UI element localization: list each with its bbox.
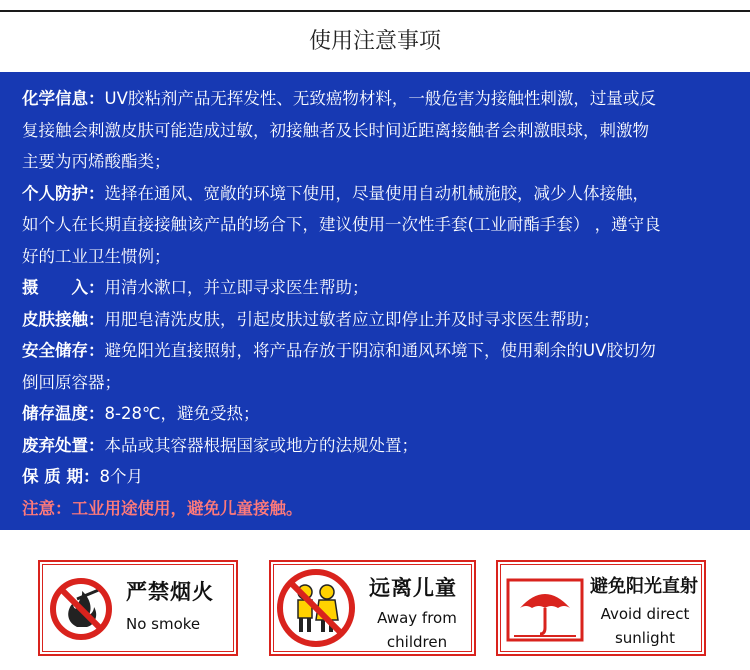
info-line: 倒回原容器； <box>22 372 121 392</box>
sign-title: 远离儿童 <box>369 576 457 600</box>
warning-signs <box>0 540 750 670</box>
no-children-icon <box>275 568 357 648</box>
away-children-sign <box>269 560 476 656</box>
top-divider <box>0 10 750 12</box>
info-line: 主要为丙烯酸酯类； <box>22 152 171 171</box>
info-line: 复接触会刺激皮肤可能造成过敏，初接触者及长时间近距离接触者会刺激眼球，刺激物 <box>22 120 649 140</box>
sign-subtitle: Avoid direct sunlight <box>600 605 690 647</box>
info-line: 皮肤接触：用肥皂清洗皮肤，引起皮肤过敏者应立即停止并及时寻求医生帮助； <box>22 309 600 329</box>
info-line: 保 质 期：8个月 <box>22 467 143 486</box>
info-line: 储存温度：8-28℃，避免受热； <box>22 404 260 423</box>
page-title: 使用注意事项 <box>308 29 441 54</box>
sign-title: 避免阳光直射 <box>590 576 698 597</box>
sign-subtitle: No smoke <box>126 615 201 633</box>
sign-title: 严禁烟火 <box>126 580 214 604</box>
info-line: 化学信息：UV胶粘剂产品无挥发性、无致癌物材料，一般危害为接触性刺激，过量或反 <box>22 89 656 108</box>
info-line: 摄 入：用清水漱口，并立即寻求医生帮助； <box>22 278 369 297</box>
no-fire-icon <box>47 569 115 647</box>
info-line: 个人防护：选择在通风、宽敞的环境下使用，尽量使用自动机械施胶，减少人体接触， <box>22 183 649 203</box>
umbrella-icon <box>506 578 584 642</box>
warning-note: 注意：工业用途使用，避免儿童接触。 <box>22 498 303 518</box>
no-smoke-sign <box>38 560 238 656</box>
info-line: 如个人在长期直接接触该产品的场合下，建议使用一次性手套(工业耐酯手套） ，遵守良 <box>22 215 661 234</box>
info-lines <box>22 83 734 524</box>
sign-subtitle: Away from children <box>377 609 457 651</box>
info-line: 废弃处置：本品或其容器根据国家或地方的法规处置； <box>22 435 418 455</box>
info-line: 好的工业卫生惯例； <box>22 246 171 266</box>
avoid-sunlight-sign <box>496 560 706 656</box>
info-line: 安全储存：避免阳光直接照射，将产品存放于阴凉和通风环境下，使用剩余的UV胶切勿 <box>22 341 656 360</box>
